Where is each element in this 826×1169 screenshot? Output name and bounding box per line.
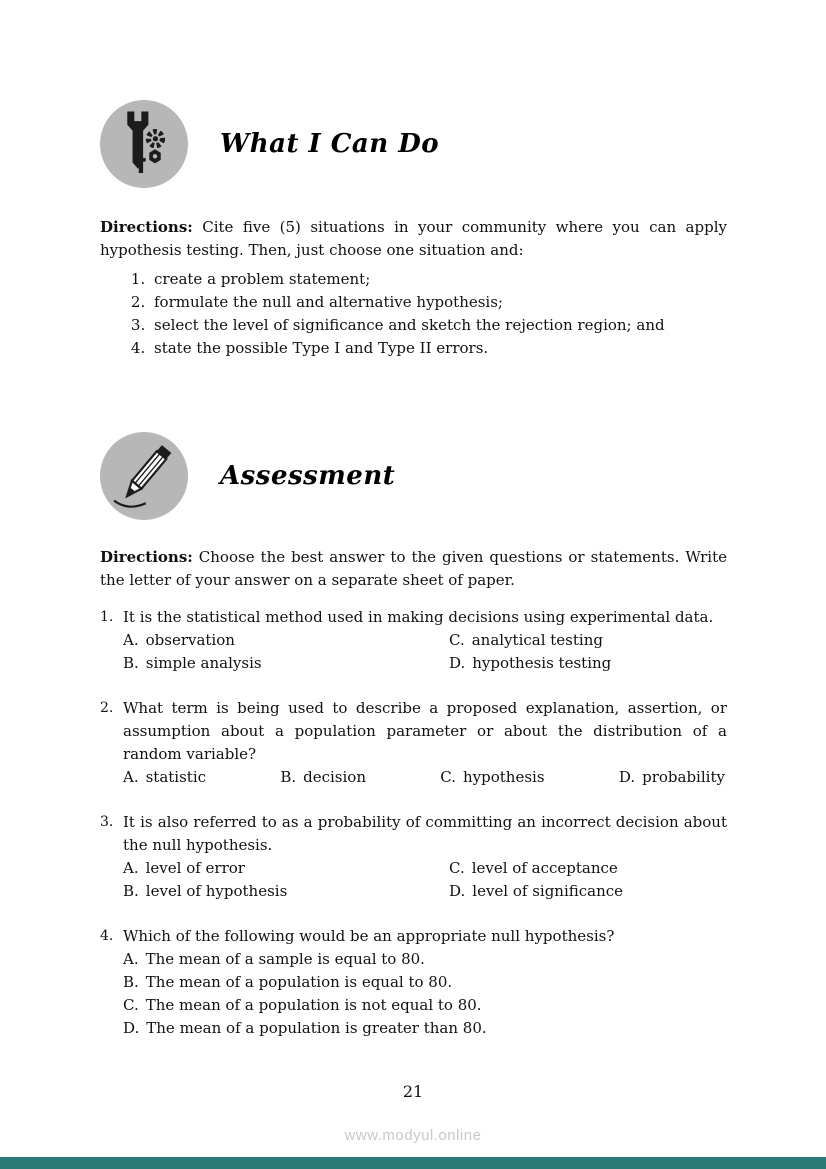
choice-label: A. xyxy=(123,950,139,968)
choice-a xyxy=(123,766,206,789)
task-item: 1. create a problem statement; xyxy=(150,268,727,291)
directions-label: Directions: xyxy=(100,548,193,566)
task-item: 3. select the level of significance and sketch the rejection region; and xyxy=(150,314,727,337)
choice-text: level of hypothesis xyxy=(145,882,288,900)
choice-label: C. xyxy=(449,859,465,877)
tools-icon xyxy=(100,100,188,188)
choices xyxy=(123,629,727,675)
question-2 xyxy=(100,697,727,789)
assessment-header xyxy=(100,432,727,520)
watermark: www.modyul.online xyxy=(344,1127,482,1144)
choice-label: D. xyxy=(449,654,466,672)
choice-a xyxy=(123,629,449,652)
task-item: 4. state the possible Type I and Type II errors. xyxy=(150,337,727,360)
choice-text: statistic xyxy=(145,768,207,786)
task-list xyxy=(100,268,727,360)
choice-b xyxy=(123,652,449,675)
choice-d xyxy=(619,766,725,789)
choice-b xyxy=(123,880,449,903)
question-text: It is the statistical method used in making decisions using experimental data. xyxy=(123,608,714,626)
choice-text: probability xyxy=(642,768,725,786)
choice-text: analytical testing xyxy=(471,631,603,649)
question-text: It is also referred to as a probability of committing an incorrect decision about the null hypothesis. xyxy=(123,813,727,854)
choice-label: D. xyxy=(123,1019,140,1037)
choice-text: hypothesis testing xyxy=(472,654,612,672)
choice-text: simple analysis xyxy=(145,654,262,672)
directions-what-i-can-do xyxy=(100,216,727,262)
choice-text: hypothesis xyxy=(463,768,545,786)
choice-label: D. xyxy=(618,768,636,786)
question-4 xyxy=(100,925,727,1040)
what-i-can-do-header xyxy=(100,100,727,188)
question-number: 4. xyxy=(100,928,114,944)
choice-label: C. xyxy=(123,996,139,1014)
question-number: 2. xyxy=(100,700,114,716)
question-body xyxy=(123,606,727,675)
choice-text: level of error xyxy=(145,859,245,877)
section-title-assessment: Assessment xyxy=(220,461,396,491)
choice-c xyxy=(449,629,727,652)
choice-label: B. xyxy=(280,768,297,786)
directions-text: Choose the best answer to the given questions or statements. Write the letter of your answer on a separate sheet of paper. xyxy=(100,548,727,589)
choice-label: A. xyxy=(123,768,139,786)
choice-label: B. xyxy=(123,973,139,991)
choice-label: B. xyxy=(123,654,139,672)
choice-text: The mean of a sample is equal to 80. xyxy=(145,950,425,968)
choice-label: D. xyxy=(449,882,466,900)
choice-d xyxy=(449,652,727,675)
directions-label: Directions: xyxy=(100,218,193,236)
question-number: 3. xyxy=(100,814,114,830)
choice-d xyxy=(449,880,727,903)
choice-label: A. xyxy=(123,859,139,877)
footer-bar xyxy=(0,1157,826,1169)
choice-a xyxy=(123,857,449,880)
choice-text: The mean of a population is equal to 80. xyxy=(145,973,453,991)
choice-label: C. xyxy=(440,768,457,786)
choice-text: The mean of a population is greater than 80. xyxy=(146,1019,487,1037)
task-item: 2. formulate the null and alternative hypothesis; xyxy=(150,291,727,314)
section-title-what-i-can-do: What I Can Do xyxy=(220,129,440,159)
choice-label: B. xyxy=(123,882,139,900)
choice-label: A. xyxy=(123,631,139,649)
choice-b xyxy=(123,971,727,994)
choice-c xyxy=(449,857,727,880)
directions-text: Cite five (5) situations in your community where you can apply hypothesis testing. Then, just choose one situation and: xyxy=(100,218,727,259)
question-body xyxy=(123,925,727,1040)
choice-b xyxy=(280,766,366,789)
choice-c xyxy=(123,994,727,1017)
pencil-icon xyxy=(100,432,188,520)
directions-assessment xyxy=(100,546,727,592)
choices xyxy=(123,948,727,1040)
choices xyxy=(123,766,727,789)
question-body xyxy=(123,811,727,903)
page-number: 21 xyxy=(402,1082,424,1101)
question-body xyxy=(123,697,727,789)
question-3 xyxy=(100,811,727,903)
choice-text: level of acceptance xyxy=(471,859,618,877)
choice-text: decision xyxy=(303,768,366,786)
question-number: 1. xyxy=(100,609,114,625)
choice-text: level of significance xyxy=(472,882,624,900)
choice-text: observation xyxy=(145,631,235,649)
choice-a xyxy=(123,948,727,971)
choice-label: C. xyxy=(449,631,465,649)
choices xyxy=(123,857,727,903)
choice-text: The mean of a population is not equal to 80. xyxy=(145,996,482,1014)
choice-d xyxy=(123,1017,727,1040)
question-text: Which of the following would be an appropriate null hypothesis? xyxy=(123,927,615,945)
question-text: What term is being used to describe a proposed explanation, assertion, or assumption about a population parameter or about the distribution of a random variable? xyxy=(123,699,727,763)
question-1 xyxy=(100,606,727,675)
choice-c xyxy=(440,766,544,789)
